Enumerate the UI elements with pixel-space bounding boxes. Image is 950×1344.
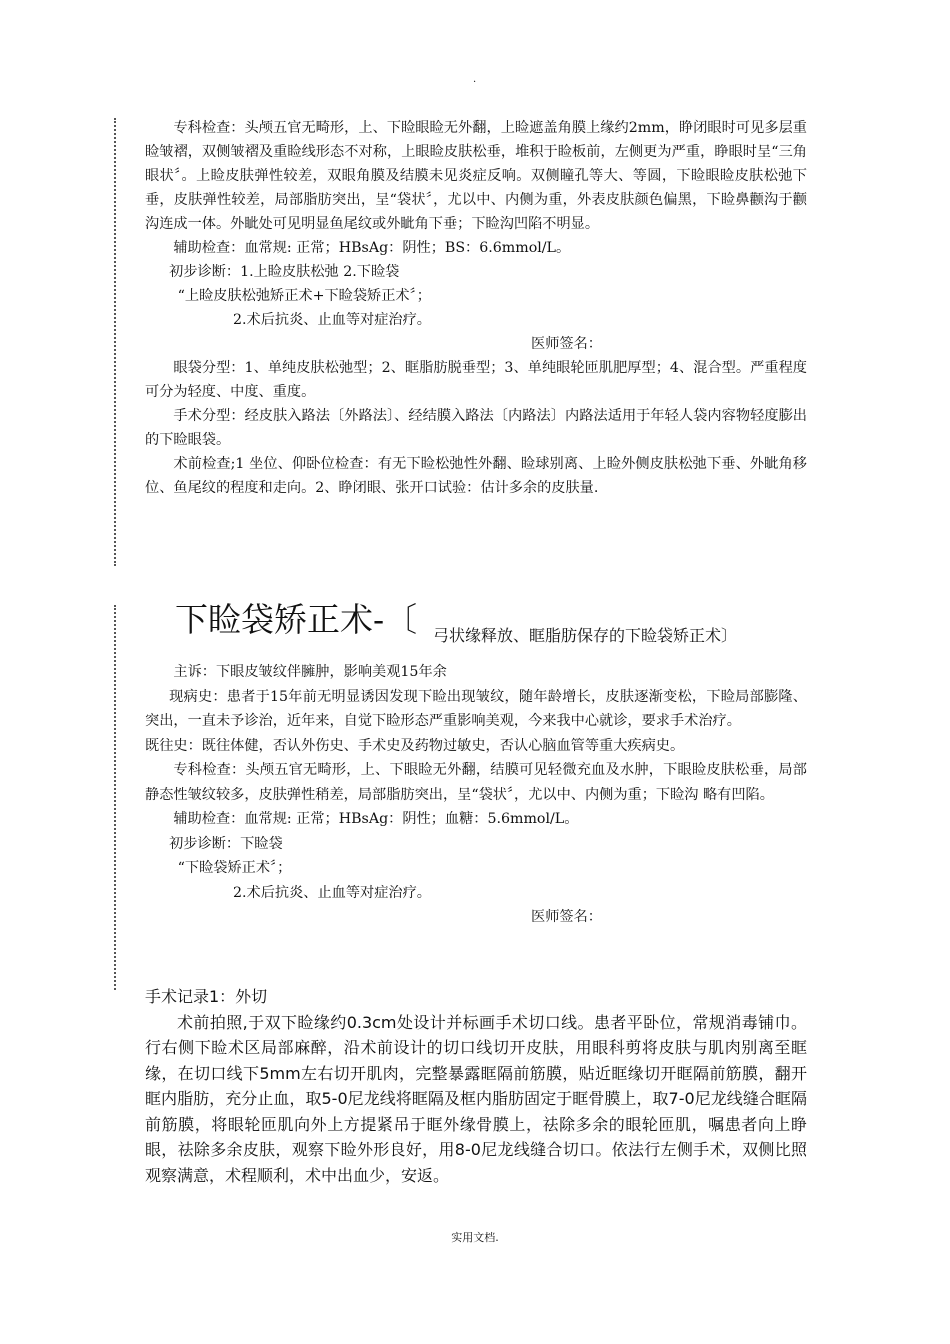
page-title: 下睑袋矫正术-〔 <box>175 600 418 639</box>
postop-treatment-line: 2.术后抗炎、止血等对症治疗。 <box>233 312 431 328</box>
auxiliary-exam-line: 辅助检查：血常规: 正常；HBsAg：阴性；血糖：5.6mmol/L。 <box>173 811 579 827</box>
surgery-record-section <box>145 984 807 1188</box>
margin-dotted-line-top <box>114 118 116 566</box>
postop-treatment-line: 2.术后抗炎、止血等对症治疗。 <box>233 884 431 901</box>
page-footer: 实用文档. <box>451 1231 499 1244</box>
specialist-exam-paragraph: 专科检查：头颅五官无畸形，上、下睑眼睑无外翻，上睑遮盖角膜上缘约2mm，睁闭眼时可见多层重睑皱褶，双侧皱褶及重睑线形态不对称，上眼睑皮肤松垂，堆积于睑板前，左侧更为严重，睁眼时呈“三角眼状〞。上睑皮肤弹性较差，双眼角膜及结膜未见炎症反响。双侧瞳孔等大、等圆，下睑眼睑皮肤松弛下垂，皮肤弹性较差，局部脂肪突出，呈“袋状〞，尤以中、内侧为重，外表皮肤颜色偏黑，下睑鼻颧沟于颧沟连成一体。外眦处可见明显鱼尾纹或外眦角下垂；下睑沟凹陷不明显。 <box>145 120 807 232</box>
surgery-type-paragraph: 手术分型：经皮肤入路法〔外路法〕、经结膜入路法〔内路法〕内路法适用于年轻人袋内容物轻度膨出的下睑眼袋。 <box>145 408 807 448</box>
margin-dotted-line-bottom <box>114 605 116 990</box>
preop-exam-paragraph: 术前检查;1 坐位、仰卧位检查：有无下睑松弛性外翻、睑球别离、上睑外侧皮肤松弛下垂、外眦角移位、鱼尾纹的程度和走向。2、睁闭眼、张开口试验：估计多余的皮肤量. <box>145 456 807 496</box>
preliminary-diagnosis-line: 初步诊断：下睑袋 <box>169 835 283 852</box>
past-history-line: 既往史：既往体健，否认外伤史、手术史及药物过敏史，否认心脑血管等重大疾病史。 <box>145 737 685 754</box>
page-subtitle: 弓状缘释放、眶脂肪保存的下睑袋矫正术〕 <box>433 626 738 645</box>
section-title-row <box>175 598 815 658</box>
section-upper-eyelid-record <box>145 116 807 500</box>
surgery-record-heading: 手术记录1：外切 <box>145 987 268 1006</box>
header-dot: . <box>473 74 477 85</box>
chief-complaint-line: 主诉：下眼皮皱纹伴臃肿，影响美观15年余 <box>173 664 447 680</box>
auxiliary-exam-line: 辅助检查：血常规: 正常；HBsAg：阴性；BS：6.6mmol/L。 <box>173 240 571 256</box>
treatment-plan-line: “下睑袋矫正术〞； <box>177 860 292 876</box>
section-lower-eyelid-record <box>145 660 807 930</box>
doctor-signature-label: 医师签名： <box>531 909 602 925</box>
preliminary-diagnosis-line: 初步诊断：1.上睑皮肤松弛 2.下睑袋 <box>169 264 400 280</box>
treatment-plan-line: “上睑皮肤松弛矫正术+下睑袋矫正术〞； <box>177 288 431 304</box>
doctor-signature-label: 医师签名： <box>531 336 602 352</box>
eye-bag-classification-paragraph: 眼袋分型：1、单纯皮肤松弛型；2、眶脂肪脱垂型；3、单纯眼轮匝肌肥厚型；4、混合型。严重程度可分为轻度、中度、重度。 <box>145 360 807 400</box>
specialist-exam-paragraph: 专科检查：头颅五官无畸形，上、下眼睑无外翻，结膜可见轻微充血及水肿，下眼睑皮肤松垂，局部静态性皱纹较多，皮肤弹性稍差，局部脂肪突出，呈“袋状〞，尤以中、内侧为重；下睑沟 略有凹陷。 <box>145 762 807 803</box>
present-history-paragraph: 现病史：患者于15年前无明显诱因发现下睑出现皱纹，随年龄增长，皮肤逐渐变松，下睑局部膨隆、突出，一直未予诊治，近年来，自觉下睑形态严重影响美观，今来我中心就诊，要求手术治疗。 <box>145 688 807 729</box>
surgery-record-body: 术前拍照,于双下睑缘约0.3cm处设计并标画手术切口线。患者平卧位，常规消毒铺巾。行右侧下睑术区局部麻醉，沿术前设计的切口线切开皮肤，用眼科剪将皮肤与肌肉别离至眶缘，在切口线下5mm左右切开肌肉，完整暴露眶隔前筋膜，贴近眶缘切开眶隔前筋膜，翻开眶内脂肪，充分止血，取5-0尼龙线将眶隔及框内脂肪固定于眶骨膜上，取7-0尼龙线缝合眶隔前筋膜，将眼轮匝肌向外上方提紧吊于眶外缘骨膜上，祛除多余的眼轮匝肌，嘱患者向上睁眼，祛除多余皮肤，观察下睑外形良好，用8-0尼龙线缝合切口。依法行左侧手术，双侧比照观察满意，术程顺利，术中出血少，安返。 <box>145 1012 807 1185</box>
